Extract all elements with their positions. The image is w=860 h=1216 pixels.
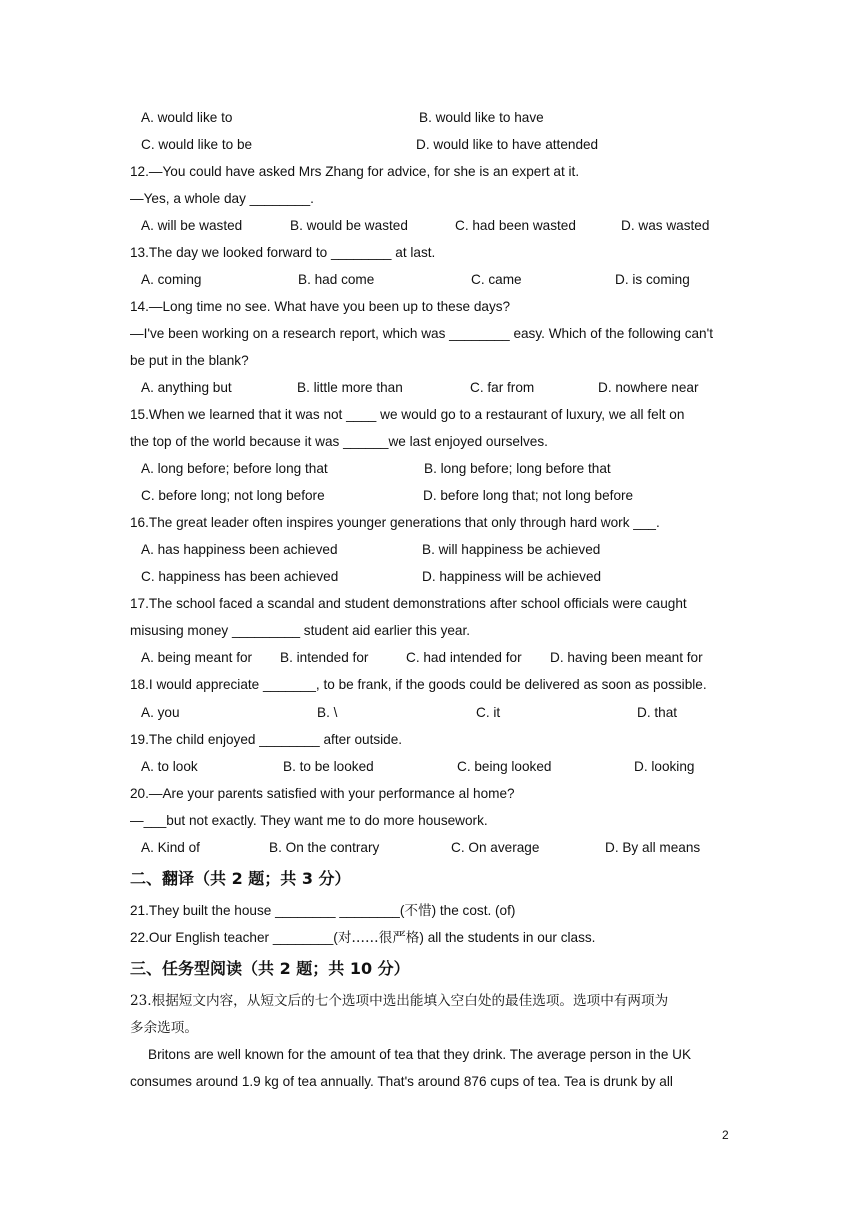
- q19-option-c: C. being looked: [457, 759, 552, 774]
- q13-option-a: A. coming: [141, 272, 202, 287]
- q16-option-b: B. will happiness be achieved: [422, 542, 601, 557]
- page-number: 2: [722, 1128, 729, 1142]
- q11-option-d: D. would like to have attended: [416, 137, 599, 152]
- q16-option-d: D. happiness will be achieved: [422, 569, 602, 584]
- q12-option-c: C. had been wasted: [455, 218, 576, 233]
- q13-option-b: B. had come: [298, 272, 375, 287]
- q23-instruction-line1: 23.根据短文内容，从短文后的七个选项中选出能填入空白处的最佳选项。选项中有两项为: [130, 993, 669, 1009]
- q23-instruction-line2: 多余选项。: [130, 1020, 198, 1036]
- q13-stem: 13.The day we looked forward to ________ at last.: [130, 245, 436, 260]
- q12-option-d: D. was wasted: [621, 218, 710, 233]
- q21-text-pre: 21.They built the house ________ ________(: [130, 903, 405, 918]
- q14-option-d: D. nowhere near: [598, 380, 699, 395]
- q22-stem: [130, 929, 595, 947]
- q19-option-a: A. to look: [141, 759, 198, 774]
- q18-stem: 18.I would appreciate _______, to be frank, if the goods could be delivered as soon as possible.: [130, 677, 707, 692]
- q16-option-c: C. happiness has been achieved: [141, 569, 339, 584]
- q20-option-b: B. On the contrary: [269, 840, 380, 855]
- q15-option-d: D. before long that; not long before: [423, 488, 634, 503]
- q21-stem: [130, 902, 515, 920]
- q17-option-a: A. being meant for: [141, 650, 253, 665]
- q11-option-c: C. would like to be: [141, 137, 253, 152]
- q19-option-d: D. looking: [634, 759, 695, 774]
- q15-option-a: A. long before; before long that: [141, 461, 328, 476]
- q21-text-post: ) the cost. (of): [431, 903, 516, 918]
- q22-text-pre: 22.Our English teacher ________(: [130, 930, 338, 945]
- q20-stem-line2: —___but not exactly. They want me to do more housework.: [130, 813, 488, 828]
- q20-stem-line1: 20.—Are your parents satisfied with your performance al home?: [130, 786, 515, 801]
- q23-passage-line2: consumes around 1.9 kg of tea annually. That's around 876 cups of tea. Tea is drunk by all: [130, 1074, 673, 1089]
- section-2-heading: 二、翻译（共 2 题；共 3 分）: [130, 869, 351, 888]
- q12-stem-line2: —Yes, a whole day ________.: [130, 191, 314, 206]
- q22-text-post: ) all the students in our class.: [419, 930, 596, 945]
- q13-option-d: D. is coming: [615, 272, 690, 287]
- q14-option-a: A. anything but: [141, 380, 232, 395]
- q14-stem-line1: 14.—Long time no see. What have you been up to these days?: [130, 299, 511, 314]
- q14-stem-line2: —I've been working on a research report, which was ________ easy. Which of the following can't: [130, 326, 713, 341]
- q18-option-a: A. you: [141, 705, 180, 720]
- q18-option-d: D. that: [637, 705, 678, 720]
- q12-stem-line1: 12.—You could have asked Mrs Zhang for advice, for she is an expert at it.: [130, 164, 580, 179]
- q19-stem: 19.The child enjoyed ________ after outside.: [130, 732, 403, 747]
- q20-option-c: C. On average: [451, 840, 540, 855]
- q21-text-cn: 不惜: [404, 903, 432, 919]
- q16-stem: 16.The great leader often inspires younger generations that only through hard work ___.: [130, 515, 660, 530]
- q18-option-b: B. \: [317, 705, 338, 720]
- q19-option-b: B. to be looked: [283, 759, 374, 774]
- q13-option-c: C. came: [471, 272, 522, 287]
- q17-option-b: B. intended for: [280, 650, 369, 665]
- q17-option-d: D. having been meant for: [550, 650, 703, 665]
- q17-option-c: C. had intended for: [406, 650, 522, 665]
- q11-option-a: A. would like to: [141, 110, 233, 125]
- q23-passage-line1: Britons are well known for the amount of tea that they drink. The average person in the UK: [148, 1047, 692, 1062]
- q14-stem-line3: be put in the blank?: [130, 353, 249, 368]
- q11-option-b: B. would like to have: [419, 110, 544, 125]
- section-3-heading: 三、任务型阅读（共 2 题；共 10 分）: [130, 959, 410, 978]
- q14-option-b: B. little more than: [297, 380, 403, 395]
- q15-stem-line1: 15.When we learned that it was not ____ we would go to a restaurant of luxury, we all felt on: [130, 407, 685, 422]
- q20-option-d: D. By all means: [605, 840, 701, 855]
- q17-stem-line2: misusing money _________ student aid earlier this year.: [130, 623, 471, 638]
- q20-option-a: A. Kind of: [141, 840, 200, 855]
- q15-option-b: B. long before; long before that: [424, 461, 611, 476]
- q12-option-b: B. would be wasted: [290, 218, 408, 233]
- q15-option-c: C. before long; not long before: [141, 488, 325, 503]
- q17-stem-line1: 17.The school faced a scandal and student demonstrations after school officials were caught: [130, 596, 687, 611]
- q16-option-a: A. has happiness been achieved: [141, 542, 338, 557]
- q22-text-cn: 对……很严格: [337, 930, 420, 946]
- q15-stem-line2: the top of the world because it was ______we last enjoyed ourselves.: [130, 434, 548, 449]
- q14-option-c: C. far from: [470, 380, 535, 395]
- q18-option-c: C. it: [476, 705, 501, 720]
- q12-option-a: A. will be wasted: [141, 218, 243, 233]
